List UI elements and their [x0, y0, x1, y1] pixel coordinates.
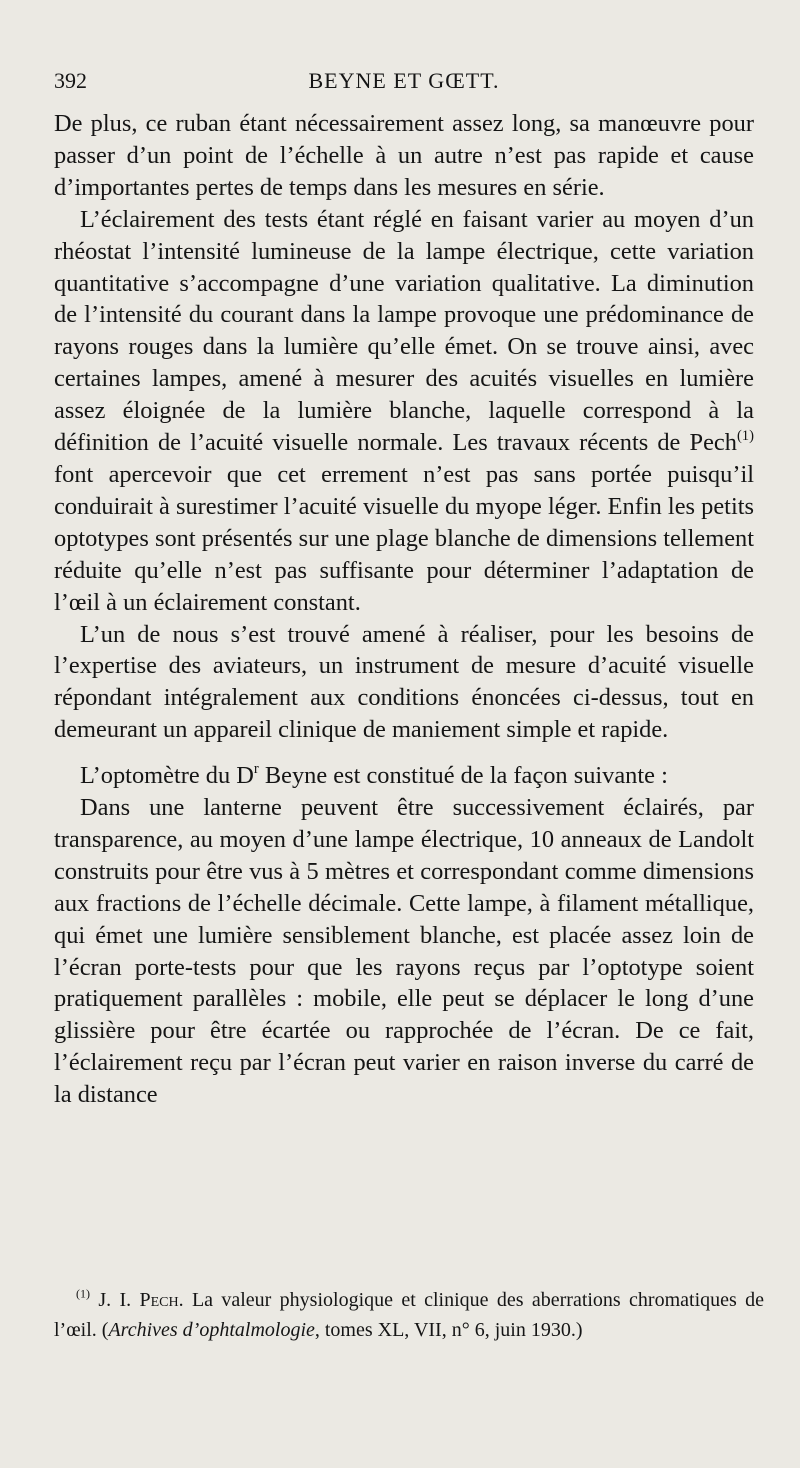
- footnotes: [54, 1285, 764, 1345]
- footnote-journal: Archives d’ophtalmologie: [108, 1319, 315, 1341]
- paragraph-text: L’optomètre du D: [80, 762, 254, 790]
- paragraph: [54, 204, 754, 619]
- footnote-text: La valeur physiologique et clinique des aberrations chromatiques de l’œil. (: [54, 1289, 765, 1341]
- footnote-marker: (1): [76, 1286, 90, 1301]
- footnote: [54, 1285, 764, 1345]
- footnote-reference[interactable]: (1): [736, 427, 754, 444]
- footnote-author: J. I. Pech.: [98, 1289, 184, 1311]
- paragraph: L’un de nous s’est trouvé amené à réaliser, pour les besoins de l’expertise des aviateurs, un instrument de mesure d’acuité visuelle répondant intégralement aux conditions énoncées ci-dessus, tout en demeurant un appareil clinique de maniement simple et rapide.: [54, 620, 754, 744]
- superscript: r: [253, 760, 259, 777]
- running-title: BEYNE ET GŒTT.: [308, 68, 500, 93]
- paragraph: Dans une lanterne peuvent être successivement éclairés, par transparence, au moyen d’une lampe électrique, 10 anneaux de Landolt construits pour être vus à 5 mètres et correspondant comme dimensions aux fractions de l’échelle décimale. Cette lampe, à filament métallique, qui émet une lumière sensiblement blanche, est placée assez loin de l’écran porte-tests pour que les rayons reçus par l’optotype soient pratiquement parallèles : mobile, elle peut se déplacer le long d’une glissière pour être écartée ou rapprochée de l’écran. De ce fait, l’éclairement reçu par l’écran peut varier en raison inverse du carré de la distance: [54, 794, 754, 1109]
- paragraph: De plus, ce ruban étant nécessairement assez long, sa manœuvre pour passer d’un point de l’échelle à un autre n’est pas rapide et cause d’importantes pertes de temps dans les mesures en série.: [54, 110, 754, 201]
- footnote-text-end: , tomes XL, VII, n° 6, juin 1930.): [314, 1319, 583, 1341]
- page-number: 392: [54, 68, 87, 93]
- paragraph: [54, 760, 754, 792]
- paragraph-text: Beyne est constitué de la façon suivante :: [264, 762, 668, 790]
- page-header: [54, 68, 754, 104]
- body-text: [54, 108, 754, 1111]
- paragraph-text: L’éclairement des tests étant réglé en faisant varier au moyen d’un rhéostat l’intensité lumineuse de la lampe électrique, cette variation quantitative s’accompagne d’une variation qualitative. La diminution de l’intensité du courant dans la lampe provoque une prédominance de rayons rouges dans la lumière qu’elle émet. On se trouve ainsi, avec certaines lampes, amené à mesurer des acuités visuelles en lumière assez éloignée de la lumière blanche, laquelle correspond à la définition de l’acuité visuelle normale. Les travaux récents de Pech: [54, 205, 754, 457]
- paragraph-text: font apercevoir que cet errement n’est pas sans portée puisqu’il conduirait à surestimer l’acuité visuelle du myope léger. Enfin les petits optotypes sont présentés sur une plage blanche de dimensions tellement réduite qu’elle n’est pas suffisante pour déterminer l’adaptation de l’œil à un éclairement constant.: [54, 460, 754, 616]
